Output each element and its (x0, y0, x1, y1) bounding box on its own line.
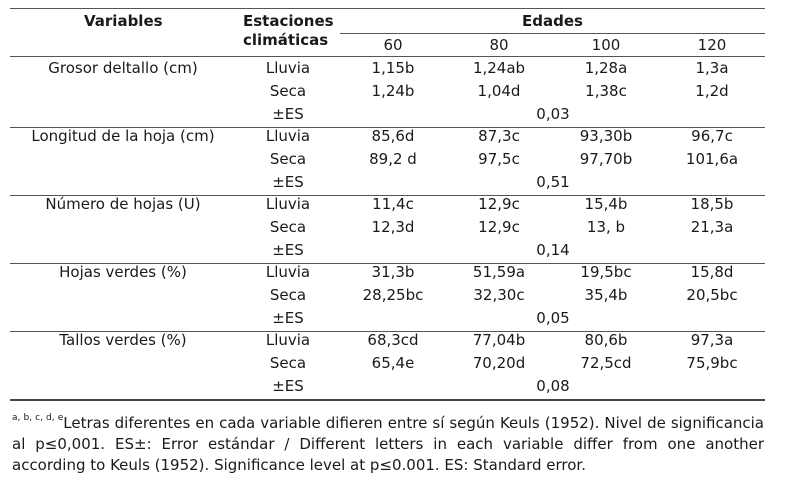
table-cell: 1,2d (695, 82, 729, 100)
station-label: Lluvia (265, 195, 311, 213)
table-cell: 12,9c (478, 218, 520, 236)
age-col-header: 80 (489, 36, 509, 54)
table-cell: 65,4e (371, 354, 415, 372)
table-cell: 96,7c (691, 127, 733, 145)
table-cell: 1,3a (695, 59, 729, 77)
table-top-rule (10, 8, 765, 9)
table-cell: 51,59a (472, 263, 526, 281)
header-bottom-rule (10, 56, 765, 57)
es-label: ±ES (272, 309, 304, 327)
table-cell: 77,04b (472, 331, 526, 349)
table-cell: 31,3b (371, 263, 415, 281)
es-label: ±ES (272, 173, 304, 191)
table-cell: 20,5bc (686, 286, 738, 304)
table-cell: 1,15b (371, 59, 415, 77)
table-cell: 1,04d (477, 82, 521, 100)
table-cell: 19,5bc (580, 263, 632, 281)
es-value: 0,03 (536, 105, 570, 123)
table-cell: 1,28a (584, 59, 628, 77)
table-cell: 18,5b (690, 195, 734, 213)
table-cell: 101,6a (685, 150, 739, 168)
station-label: Lluvia (265, 263, 311, 281)
table-cell: 35,4b (584, 286, 628, 304)
table-cell: 28,25bc (362, 286, 424, 304)
header-variables: Variables (84, 12, 163, 30)
table-cell: 32,30c (473, 286, 525, 304)
variable-name: Tallos verdes (%) (59, 331, 187, 349)
station-label: Seca (269, 82, 307, 100)
table-cell: 12,3d (371, 218, 415, 236)
group-rule (10, 399, 765, 401)
es-value: 0,05 (536, 309, 570, 327)
station-label: Lluvia (265, 127, 311, 145)
table-cell: 87,3c (478, 127, 520, 145)
table-cell: 97,70b (579, 150, 633, 168)
table-cell: 80,6b (584, 331, 628, 349)
header-stations: Estaciones climáticas (243, 12, 334, 49)
table-cell: 11,4c (372, 195, 414, 213)
variable-name: Número de hojas (U) (45, 195, 201, 213)
es-label: ±ES (272, 241, 304, 259)
footnote-superscript: a, b, c, d, e (12, 413, 64, 423)
variable-name: Grosor deltallo (cm) (48, 59, 198, 77)
es-label: ±ES (272, 377, 304, 395)
age-col-header: 60 (383, 36, 403, 54)
es-value: 0,08 (536, 377, 570, 395)
age-col-header: 120 (697, 36, 727, 54)
table-cell: 70,20d (472, 354, 526, 372)
table-cell: 97,3a (690, 331, 734, 349)
table-cell: 75,9bc (686, 354, 738, 372)
header-ages: Edades (522, 12, 583, 30)
table-cell: 97,5c (478, 150, 520, 168)
table-cell: 21,3a (690, 218, 734, 236)
table-cell: 85,6d (371, 127, 415, 145)
table-cell: 1,24b (371, 82, 415, 100)
station-label: Seca (269, 286, 307, 304)
es-label: ±ES (272, 105, 304, 123)
variable-name: Hojas verdes (%) (59, 263, 187, 281)
table-cell: 89,2 d (369, 150, 417, 168)
table-cell: 15,8d (690, 263, 734, 281)
footnote (12, 413, 764, 476)
station-label: Lluvia (265, 59, 311, 77)
station-label: Seca (269, 218, 307, 236)
table-cell: 1,38c (585, 82, 627, 100)
table-cell: 1,24ab (472, 59, 526, 77)
table-cell: 12,9c (478, 195, 520, 213)
variable-name: Longitud de la hoja (cm) (31, 127, 215, 145)
table-cell: 15,4b (584, 195, 628, 213)
station-label: Seca (269, 354, 307, 372)
table-cell: 72,5cd (580, 354, 632, 372)
station-label: Seca (269, 150, 307, 168)
table-cell: 13, b (586, 218, 626, 236)
es-value: 0,51 (536, 173, 570, 191)
es-value: 0,14 (536, 241, 570, 259)
ages-subrule (340, 33, 765, 34)
footnote-text: Letras diferentes en cada variable difieren entre sí según Keuls (1952). Nivel de significancia al p≤0,001. ES±: Error estándar / Different letters in each variable differ from one another according to Keuls (1952). Significance level at p≤0.001. ES: Standard error. (12, 414, 764, 474)
station-label: Lluvia (265, 331, 311, 349)
age-col-header: 100 (591, 36, 621, 54)
table-cell: 93,30b (579, 127, 633, 145)
table-cell: 68,3cd (367, 331, 419, 349)
